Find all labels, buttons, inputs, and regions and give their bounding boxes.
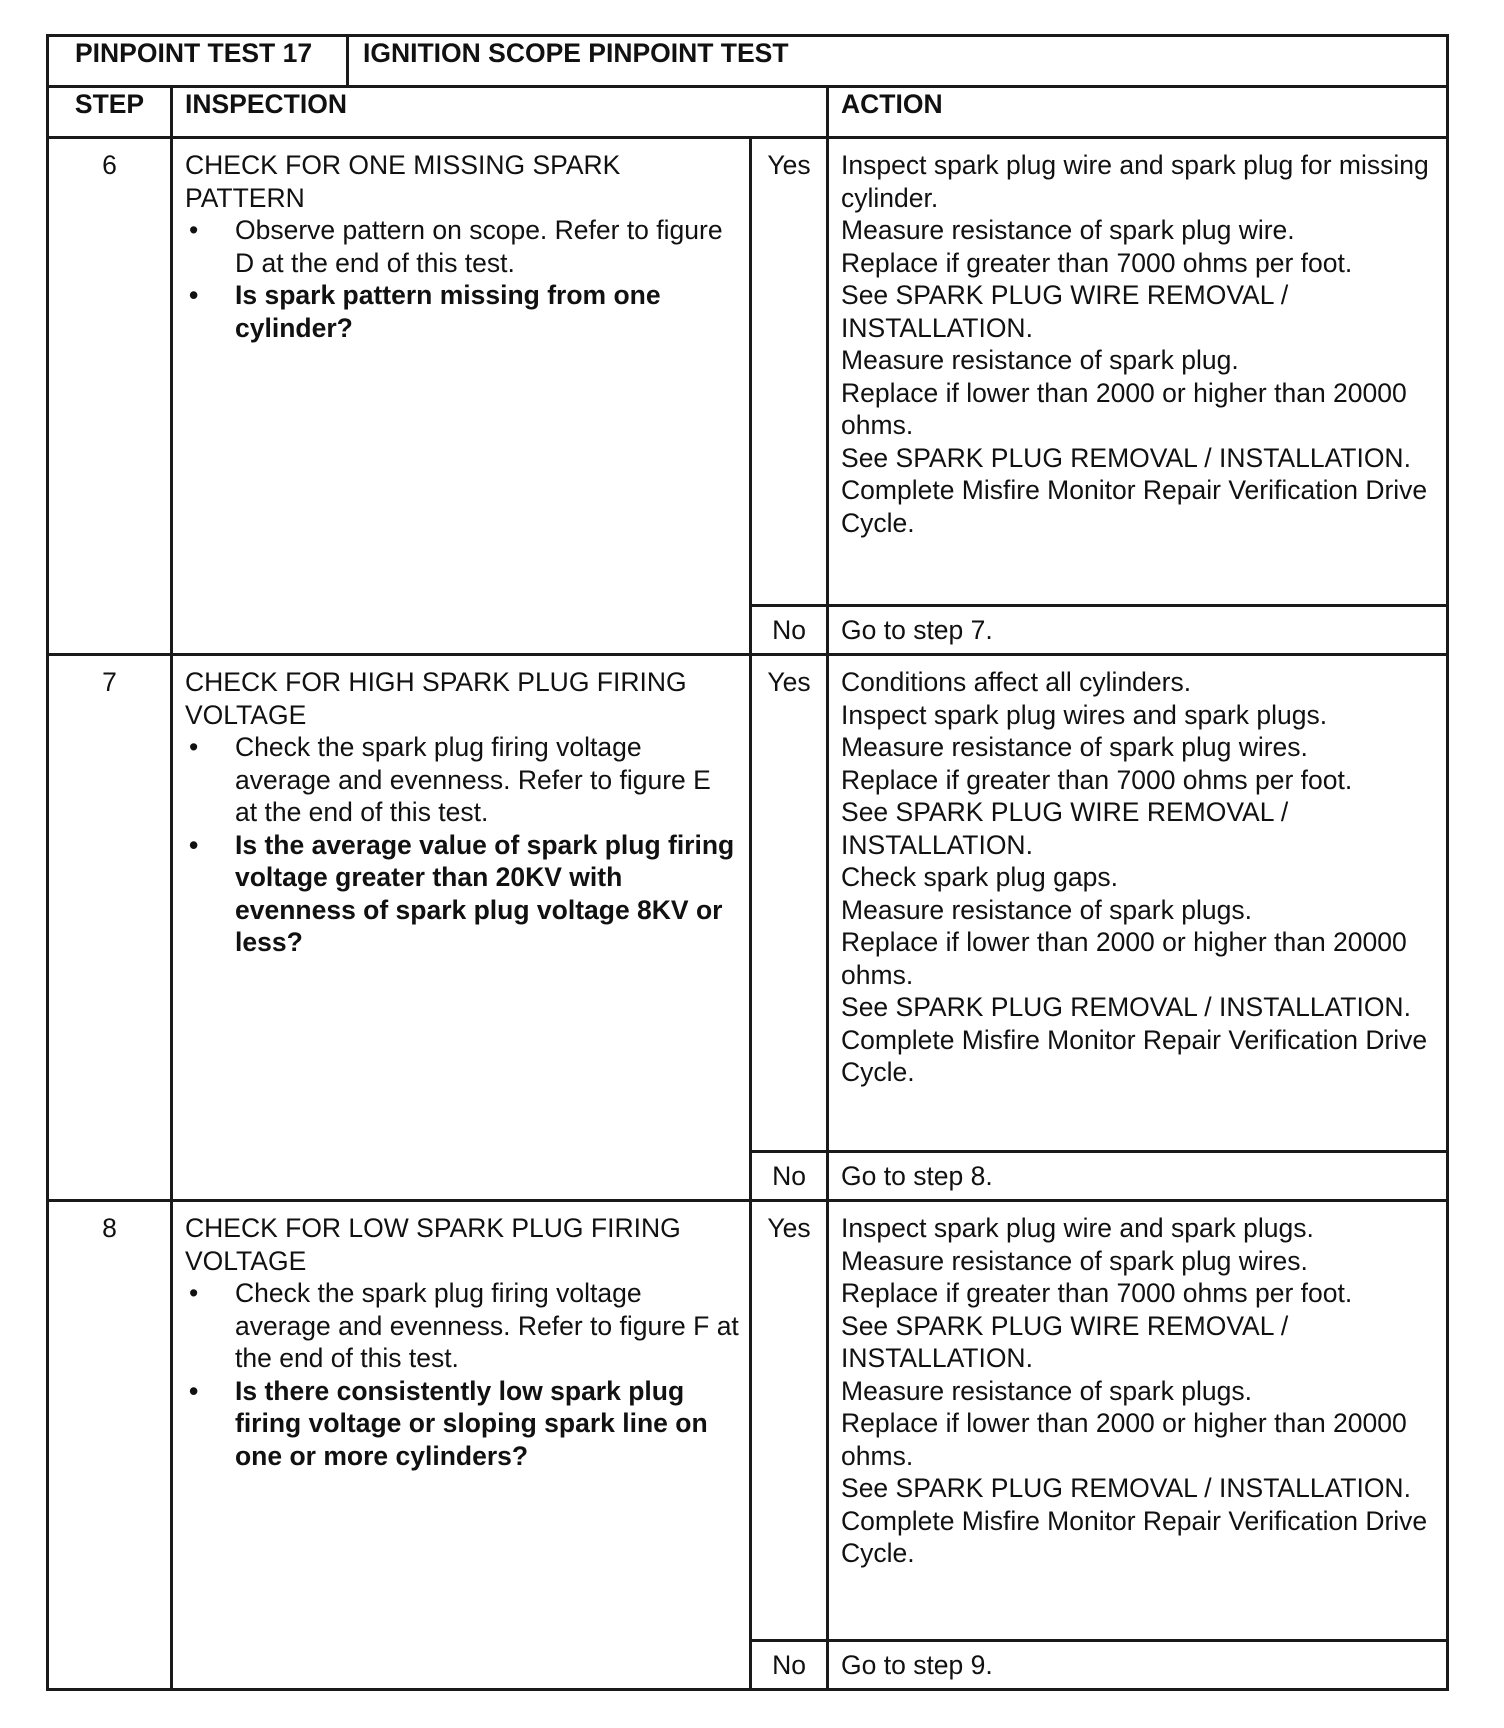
action-line: Complete Misfire Monitor Repair Verification Drive Cycle.	[841, 1024, 1428, 1087]
inspection-question: • Is there consistently low spark plug firing voltage or sloping spark line on one or more cylinders?	[185, 1375, 739, 1473]
action-line: Replace if greater than 7000 ohms per foot.	[841, 764, 1353, 795]
yes-label: Yes	[751, 655, 828, 1152]
inspection-title: CHECK FOR ONE MISSING SPARK PATTERN	[185, 150, 621, 213]
action-line: Inspect spark plug wire and spark plug for missing cylinder.	[841, 150, 1429, 213]
step-number: 8	[48, 1201, 172, 1690]
step-number: 6	[48, 138, 172, 655]
action-line: Measure resistance of spark plugs.	[841, 1375, 1252, 1406]
no-label: No	[751, 1152, 828, 1201]
pinpoint-test-table	[46, 34, 1449, 1691]
column-header-action: ACTION	[828, 87, 1448, 138]
column-header-step: STEP	[48, 87, 172, 138]
action-line: See SPARK PLUG WIRE REMOVAL / INSTALLATION.	[841, 1310, 1289, 1373]
action-line: See SPARK PLUG REMOVAL / INSTALLATION.	[841, 442, 1411, 473]
action-line: See SPARK PLUG REMOVAL / INSTALLATION.	[841, 992, 1411, 1022]
action-line: Replace if lower than 2000 or higher than 20000 ohms.	[841, 377, 1407, 440]
action-line: Complete Misfire Monitor Repair Verification Drive Cycle.	[841, 1505, 1428, 1568]
action-line: Inspect spark plug wires and spark plugs.	[841, 699, 1328, 730]
test-number: PINPOINT TEST 17	[48, 36, 348, 87]
action-line: Measure resistance of spark plug.	[841, 345, 1239, 375]
inspection-checks	[185, 731, 739, 959]
no-action: Go to step 9.	[828, 1641, 1448, 1690]
inspection-question: • Is the average value of spark plug firing voltage greater than 20KV with evenness of spark plug voltage 8KV or less?	[185, 829, 739, 959]
step-inspection	[172, 655, 751, 1201]
title-row	[48, 36, 1448, 87]
step-inspection	[172, 1201, 751, 1690]
inspection-checks	[185, 1277, 739, 1472]
yes-actions	[828, 138, 1448, 606]
action-line: Replace if greater than 7000 ohms per foot.	[841, 1278, 1353, 1308]
action-line: Complete Misfire Monitor Repair Verification Drive Cycle.	[841, 475, 1428, 538]
action-line: Replace if greater than 7000 ohms per foot.	[841, 247, 1353, 278]
no-action: Go to step 8.	[828, 1152, 1448, 1201]
action-line: Measure resistance of spark plug wires.	[841, 1245, 1308, 1276]
yes-label: Yes	[751, 1201, 828, 1641]
column-header-inspection: INSPECTION	[172, 87, 828, 138]
action-line: See SPARK PLUG WIRE REMOVAL / INSTALLATION.	[841, 797, 1289, 860]
action-line: Check spark plug gaps.	[841, 862, 1118, 892]
test-name: IGNITION SCOPE PINPOINT TEST	[348, 36, 1448, 87]
step-row-7	[48, 655, 1448, 1152]
action-line: Measure resistance of spark plugs.	[841, 894, 1252, 925]
inspection-question: • Is spark pattern missing from one cylinder?	[185, 279, 739, 344]
action-line: Replace if lower than 2000 or higher than 20000 ohms.	[841, 927, 1407, 990]
pinpoint-test-document	[46, 34, 1446, 1691]
action-line: Measure resistance of spark plug wire.	[841, 215, 1295, 245]
inspection-checks	[185, 214, 739, 344]
action-line: Replace if lower than 2000 or higher than 20000 ohms.	[841, 1408, 1407, 1471]
yes-label: Yes	[751, 138, 828, 606]
yes-actions	[828, 1201, 1448, 1641]
action-line: See SPARK PLUG WIRE REMOVAL / INSTALLATION.	[841, 280, 1289, 343]
action-line: Measure resistance of spark plug wires.	[841, 732, 1308, 762]
action-line: See SPARK PLUG REMOVAL / INSTALLATION.	[841, 1473, 1411, 1503]
inspection-instruction: • Check the spark plug firing voltage average and evenness. Refer to figure E at the end of this test.	[185, 731, 739, 829]
yes-actions	[828, 655, 1448, 1152]
step-row-8	[48, 1201, 1448, 1641]
inspection-title: CHECK FOR HIGH SPARK PLUG FIRING VOLTAGE	[185, 667, 687, 730]
action-line: Conditions affect all cylinders.	[841, 667, 1192, 697]
step-number: 7	[48, 655, 172, 1201]
inspection-instruction: • Check the spark plug firing voltage average and evenness. Refer to figure F at the end of this test.	[185, 1277, 739, 1375]
no-label: No	[751, 606, 828, 655]
step-row-6	[48, 138, 1448, 606]
column-header-row	[48, 87, 1448, 138]
inspection-instruction: • Observe pattern on scope. Refer to figure D at the end of this test.	[185, 214, 739, 279]
no-label: No	[751, 1641, 828, 1690]
action-line: Inspect spark plug wire and spark plugs.	[841, 1213, 1314, 1243]
inspection-title: CHECK FOR LOW SPARK PLUG FIRING VOLTAGE	[185, 1213, 681, 1276]
no-action: Go to step 7.	[828, 606, 1448, 655]
step-inspection	[172, 138, 751, 655]
